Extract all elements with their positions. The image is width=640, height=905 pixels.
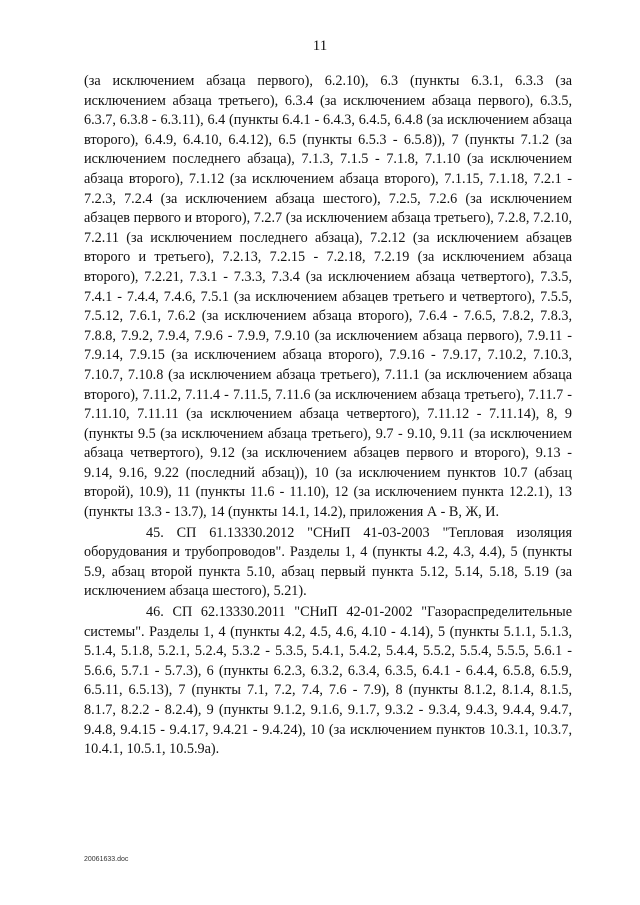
footer-filename: 20061633.doc [84,856,129,863]
page-number: 11 [312,38,328,54]
document-body [84,72,572,760]
paragraph-item-46: 46. СП 62.13330.2011 "СНиП 42-01-2002 "Газораспределительные системы". Разделы 1, 4 (пункты 4.2, 4.5, 4.6, 4.10 - 4.14), 5 (пункты 5.1.1, 5.1.3, 5.1.4, 5.1.8, 5.2.1, 5.2.4, 5.3.2 - 5.3.5, 5.4.1, 5.4.2, 5.4.4, 5.5.2, 5.5.4, 5.5.5, 5.6.1 - 5.6.6, 5.7.1 - 5.7.3), 6 (пункты 6.2.3, 6.3.2, 6.3.4, 6.3.5, 6.4.1 - 6.4.4, 6.5.8, 6.5.9, 6.5.11, 6.5.13), 7 (пункты 7.1, 7.2, 7.4, 7.6 - 7.9), 8 (пункты 8.1.2, 8.1.4, 8.1.5, 8.1.7, 8.2.2 - 8.2.4), 9 (пункты 9.1.2, 9.1.6, 9.1.7, 9.3.2 - 9.3.4, 9.4.3, 9.4.4, 9.4.7, 9.4.8, 9.4.15 - 9.4.17, 9.4.21 - 9.4.24), 10 (за исключением пунктов 10.3.1, 10.3.7, 10.4.1, 10.5.1, 10.5.9а). [84,604,572,758]
paragraph-continuation: (за исключением абзаца первого), 6.2.10), 6.3 (пункты 6.3.1, 6.3.3 (за исключением абзаца третьего), 6.3.4 (за исключением абзаца первого), 6.3.5, 6.3.7, 6.3.8 - 6.3.11), 6.4 (пункты 6.4.1 - 6.4.3, 6.4.5, 6.4.8 (за исключением абзаца второго), 6.4.9, 6.4.10, 6.4.12), 6.5 (пункты 6.5.3 - 6.5.8)), 7 (пункты 7.1.2 (за исключением последнего абзаца), 7.1.3, 7.1.5 - 7.1.8, 7.1.10 (за исключением абзаца второго), 7.1.12 (за исключением абзаца второго), 7.1.15, 7.1.18, 7.2.1 - 7.2.3, 7.2.4 (за исключением абзаца шестого), 7.2.5, 7.2.6 (за исключением абзацев первого и второго), 7.2.7 (за исключением абзаца третьего), 7.2.8, 7.2.10, 7.2.11 (за исключением последнего абзаца), 7.2.12 (за исключением абзацев второго и третьего), 7.2.13, 7.2.15 - 7.2.18, 7.2.19 (за исключением абзаца второго), 7.2.21, 7.3.1 - 7.3.3, 7.3.4 (за исключением абзаца четвертого), 7.3.5, 7.4.1 - 7.4.4, 7.4.6, 7.5.1 (за исключением абзацев третьего и четвертого), 7.5.5, 7.5.12, 7.6.1, 7.6.2 (за исключением абзаца второго), 7.6.4 - 7.6.5, 7.8.2, 7.8.3, 7.8.8, 7.9.2, 7.9.4, 7.9.6 - 7.9.9, 7.9.10 (за исключением абзаца первого), 7.9.11 - 7.9.14, 7.9.15 (за исключением абзаца второго), 7.9.16 - 7.9.17, 7.10.2, 7.10.3, 7.10.7, 7.10.8 (за исключением абзаца третьего), 7.11.1 (за исключением абзаца второго), 7.11.2, 7.11.4 - 7.11.5, 7.11.6 (за исключением абзаца третьего), 7.11.7 - 7.11.10, 7.11.11 (за исключением абзаца четвертого), 7.11.12 - 7.11.14), 8, 9 (пункты 9.5 (за исключением абзаца третьего), 9.7 - 9.10, 9.11 (за исключением абзаца четвертого), 9.12 (за исключением абзацев первого и второго), 9.13 - 9.14, 9.16, 9.22 (последний абзац)), 10 (за исключением пунктов 10.7 (абзац второй), 10.9), 11 (пункты 11.6 - 11.10), 12 (за исключением пункта 12.2.1), 13 (пункты 13.3 - 13.7), 14 (пункты 14.1, 14.2), приложения А - В, Ж, И. [84,73,572,521]
paragraph-item-45: 45. СП 61.13330.2012 "СНиП 41-03-2003 "Тепловая изоляция оборудования и трубопроводов". Разделы 1, 4 (пункты 4.2, 4.3, 4.4), 5 (пункты 5.9, абзац второй пункта 5.10, абзац первый пункта 5.12, 5.14, 5.18, 5.19 (за исключением абзаца шестого), 5.21). [84,524,572,600]
